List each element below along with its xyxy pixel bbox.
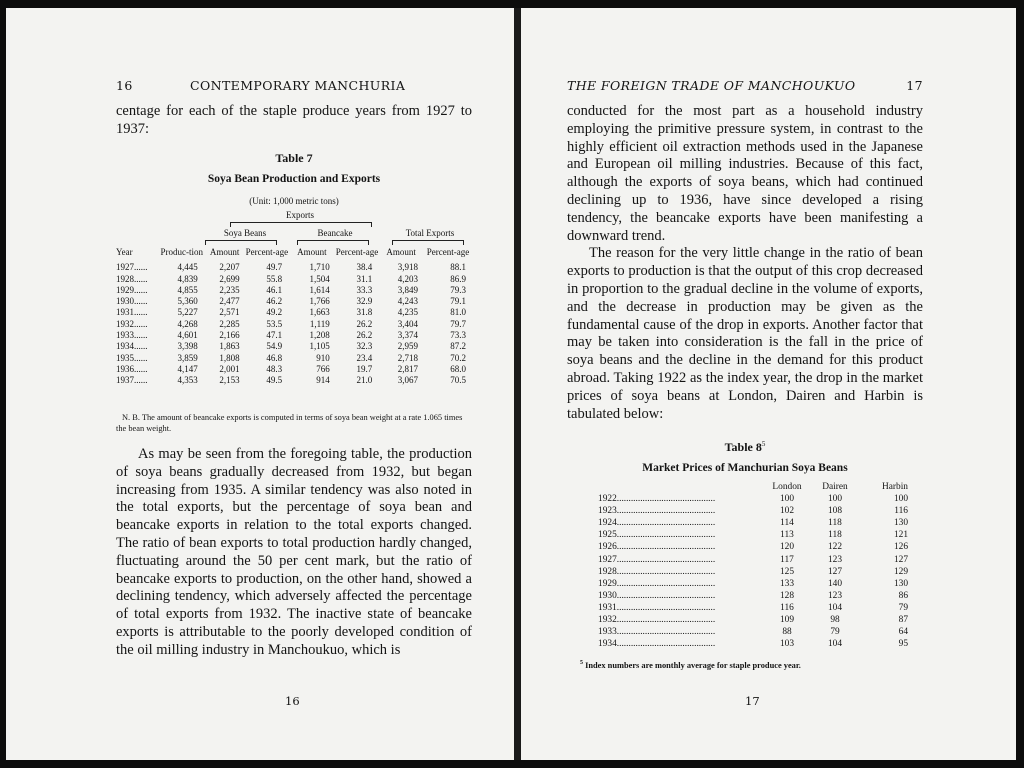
- table8-cell: 114: [780, 518, 794, 529]
- table8-cell: [598, 566, 762, 578]
- table7-cell: 2,153: [219, 375, 240, 386]
- col-beancake-percentage: Percent-age: [335, 247, 379, 257]
- table8-year: 1932: [598, 615, 617, 626]
- table7-cell: 26.2: [356, 318, 373, 329]
- table8-cell: 117: [780, 554, 794, 565]
- table7-cell: 3,918: [397, 262, 419, 273]
- table7-cell: 1928......: [116, 273, 148, 284]
- table7-row: [116, 364, 472, 375]
- table7-cell: 4,445: [177, 262, 198, 273]
- intro-paragraph: centage for each of the staple produce years from 1927 to 1937:: [116, 103, 472, 137]
- table8-cell: [598, 638, 762, 650]
- table7-cell: 88.1: [450, 262, 466, 273]
- table7-cell: 3,374: [397, 330, 419, 341]
- table7-row: [116, 262, 472, 273]
- table8-cell: 86: [898, 590, 908, 601]
- total-brace: [392, 240, 464, 245]
- left-running-header: [116, 78, 492, 93]
- table8-cell: 108: [827, 506, 843, 517]
- table8-cell: 79: [830, 627, 840, 638]
- table8-year: 1933: [598, 627, 617, 638]
- table7-unit: (Unit: 1,000 metric tons): [249, 196, 339, 206]
- table7-cell: 38.4: [356, 262, 373, 273]
- table7-cell: 1,119: [309, 318, 330, 329]
- right-body-text: [567, 103, 923, 423]
- table8-row: [598, 554, 908, 566]
- leader-dots: ..........................................: [616, 542, 716, 553]
- table8-cell: 95: [898, 639, 908, 650]
- right-header-title: THE FOREIGN TRADE OF MANCHOUKUO: [567, 78, 856, 93]
- table7-row: [116, 285, 472, 296]
- col-soya-percentage: Percent-age: [245, 247, 289, 257]
- table8-cell: 104: [827, 639, 843, 650]
- table7-header-row: [116, 247, 472, 258]
- table8-cell: 100: [827, 494, 843, 505]
- table8-cell: 130: [893, 518, 908, 529]
- leader-dots: ..........................................: [616, 639, 716, 650]
- table8-row: [598, 602, 908, 614]
- table7-cell: 1,766: [309, 296, 330, 307]
- table7-cell: 87.2: [450, 341, 466, 352]
- table8-cell: 121: [893, 530, 908, 541]
- table8-cell: 127: [893, 554, 908, 565]
- table7-cell: 4,268: [177, 318, 198, 329]
- table7-cell: 49.5: [266, 375, 283, 386]
- table8-footnote-ref: 5: [761, 440, 766, 448]
- table7-cell: 4,839: [177, 273, 198, 284]
- table8-header-row: [598, 481, 908, 493]
- table7-cell: 910: [316, 352, 330, 363]
- col-production: Produc-tion: [160, 247, 204, 257]
- right-running-header: [567, 78, 923, 93]
- table7-cell: 2,001: [219, 363, 240, 374]
- table8-body: [598, 493, 908, 650]
- table7-cell: 2,718: [397, 352, 419, 363]
- table7-cell: 68.0: [450, 363, 466, 374]
- table7-cell: 46.8: [266, 352, 283, 363]
- table8-cell: 127: [827, 566, 843, 577]
- table7-cell: 1936......: [116, 363, 148, 374]
- table7-cell: 2,285: [219, 318, 240, 329]
- book-gutter: [514, 8, 521, 760]
- table7: [116, 247, 472, 387]
- leader-dots: ..........................................: [616, 566, 716, 577]
- table7-cell: 5,360: [177, 296, 198, 307]
- table7-note: N. B. The amount of beancake exports is computed in terms of soya bean weight at a rate 1.065 times the bean weight.: [116, 413, 463, 433]
- table8-year: 1924: [598, 518, 617, 529]
- col-year: Year: [116, 247, 133, 257]
- table8-cell: 100: [779, 494, 795, 505]
- table8-cell: 103: [779, 639, 795, 650]
- table8-year: 1922: [598, 494, 617, 505]
- table7-cell: 1,208: [309, 330, 330, 341]
- table8-cell: 64: [898, 627, 908, 638]
- table7-cell: 1,663: [309, 307, 330, 318]
- table8-cell: 104: [827, 602, 843, 613]
- table8-row: [598, 590, 908, 602]
- table8-cell: 98: [830, 615, 840, 626]
- table8-cell: [598, 493, 762, 505]
- table8-cell: 126: [893, 542, 908, 553]
- table8-row: [598, 541, 908, 553]
- leader-dots: ..........................................: [616, 602, 716, 613]
- table8-cell: 120: [779, 542, 795, 553]
- table7-row: [116, 353, 472, 364]
- table8-cell: 100: [893, 494, 908, 505]
- table7-cell: 32.9: [356, 296, 373, 307]
- table7-cell: 49.7: [266, 262, 283, 273]
- exports-brace: [230, 222, 372, 227]
- table7-cell: 31.8: [356, 307, 373, 318]
- left-header-title: CONTEMPORARY MANCHURIA: [190, 78, 406, 93]
- leader-dots: ..........................................: [616, 615, 716, 626]
- table7-cell: 86.9: [450, 273, 466, 284]
- table8-cell: 118: [828, 530, 842, 541]
- table8-title: [567, 440, 923, 455]
- table8-cell: 79: [898, 602, 908, 613]
- table7-row: [116, 330, 472, 341]
- table8-year: 1930: [598, 590, 617, 601]
- table7-cell: 4,203: [397, 273, 419, 284]
- table7-cell: 4,243: [397, 296, 419, 307]
- leader-dots: ..........................................: [616, 494, 716, 505]
- table8-cell: 125: [779, 566, 795, 577]
- footnote-mark: 5: [580, 660, 583, 666]
- table8-cell: 116: [780, 602, 794, 613]
- table7-cell: 2,817: [397, 363, 419, 374]
- table7-cell: 31.1: [356, 273, 373, 284]
- leader-dots: ..........................................: [616, 627, 716, 638]
- table7-group-total: Total Exports: [405, 228, 455, 238]
- table8-cell: 116: [894, 506, 908, 517]
- table7-subtitle: Soya Bean Production and Exports: [207, 173, 381, 185]
- table7-cell: 2,235: [219, 284, 240, 295]
- table7-cell: 46.2: [266, 296, 283, 307]
- right-paragraph-1: conducted for the most part as a household industry employing the primitive pressure system, in contrast to the highly efficient oil extraction methods used in the Japanese and European oil milling industries. Because of this fact, although the exports of soya beans, which had continued declining up to 1936, have since developed a rising tendency, the beancake exports have been manifesting a downward trend.: [567, 103, 923, 244]
- table7-cell: 1,710: [309, 262, 330, 273]
- col-soya-amount: Amount: [209, 247, 240, 257]
- table8-row: [598, 493, 908, 505]
- table7-cell: 49.2: [266, 307, 283, 318]
- table8-cell: 123: [827, 554, 843, 565]
- right-header-page-number: 17: [906, 78, 923, 93]
- table8-cell: [598, 626, 762, 638]
- col-total-amount: Amount: [386, 247, 416, 257]
- table7-cell: 1929......: [116, 284, 148, 295]
- right-folio: 17: [745, 694, 760, 708]
- table7-cell: 26.2: [356, 330, 373, 341]
- table7-cell: 2,571: [219, 307, 240, 318]
- right-paragraph-2: The reason for the very little change in the ratio of bean exports to production is that the output of this crop decreased in proportion to the gradual decline in the volume of exports, and the decrease in production may be given as the fundamental cause of the drop in exports. Another factor that may be taken into consideration is the fall in the price of soya beans and the decline in the demand for this product abroad. Taking 1922 as the index year, the drop in the market prices of soya beans at London, Dairen and Harbin is tabulated below:: [567, 245, 923, 422]
- table7-cell: 2,166: [219, 330, 240, 341]
- table8-cell: 88: [782, 627, 792, 638]
- table8-row: [598, 638, 908, 650]
- left-header-page-number: 16: [116, 78, 133, 93]
- table7-cell: 2,959: [397, 341, 419, 352]
- table8-cell: 133: [779, 578, 795, 589]
- table7-body: [116, 262, 472, 386]
- table7-cell: 21.0: [356, 375, 373, 386]
- table8-row: [598, 505, 908, 517]
- table7-cell: 1,105: [309, 341, 330, 352]
- table7-cell: 5,227: [177, 307, 198, 318]
- table8-cell: 109: [779, 615, 795, 626]
- beancake-brace: [297, 240, 369, 245]
- table8-cell: [598, 529, 762, 541]
- col-beancake-amount: Amount: [297, 247, 327, 257]
- table7-row: [116, 296, 472, 307]
- col-dairen: Dairen: [822, 482, 848, 492]
- table8-cell: [598, 554, 762, 566]
- table8-title-text: Table 8: [724, 440, 762, 454]
- table7-cell: 47.1: [266, 330, 283, 341]
- table7-cell: 55.8: [266, 273, 283, 284]
- table7-row: [116, 319, 472, 330]
- table7-cell: 2,477: [219, 296, 240, 307]
- table7-cell: 32.3: [356, 341, 373, 352]
- table8-row: [598, 614, 908, 626]
- table8-cell: 122: [827, 542, 843, 553]
- table8-year: 1925: [598, 530, 617, 541]
- table7-cell: 4,147: [177, 363, 198, 374]
- table7-title: Table 7: [275, 151, 313, 165]
- table8-cell: 128: [779, 590, 795, 601]
- table7-cell: 81.0: [450, 307, 466, 318]
- table7-cell: 23.4: [356, 352, 373, 363]
- table7-cell: 1,808: [219, 352, 240, 363]
- table8-year: 1926: [598, 542, 617, 553]
- table8-cell: [598, 578, 762, 590]
- leader-dots: ..........................................: [616, 554, 716, 565]
- table8-cell: 87: [898, 615, 908, 626]
- footnote-text: Index numbers are monthly average for staple produce year.: [585, 660, 801, 670]
- table8-year: 1927: [598, 554, 617, 565]
- table8-year: 1923: [598, 506, 617, 517]
- table7-row: [116, 375, 472, 386]
- table7-cell: 79.3: [450, 284, 466, 295]
- table7-cell: 33.3: [356, 284, 373, 295]
- left-intro-text: [116, 103, 472, 139]
- table7-cell: 3,849: [397, 284, 419, 295]
- table8-subtitle: Market Prices of Manchurian Soya Beans: [642, 462, 848, 474]
- table7-cell: 1,504: [309, 273, 330, 284]
- table7-cell: 1,863: [219, 341, 240, 352]
- leader-dots: ..........................................: [616, 590, 716, 601]
- table8-cell: [598, 517, 762, 529]
- col-london: London: [772, 482, 802, 492]
- table8: [598, 481, 908, 650]
- table7-group-beancake: Beancake: [317, 228, 353, 238]
- table7-cell: 4,855: [177, 284, 198, 295]
- table8-cell: [598, 505, 762, 517]
- leader-dots: ..........................................: [616, 518, 716, 529]
- table7-cell: 3,067: [397, 375, 419, 386]
- table8-row: [598, 529, 908, 541]
- table7-group-soya: Soya Beans: [223, 228, 267, 238]
- table7-cell: 1930......: [116, 296, 148, 307]
- table8-cell: 123: [827, 590, 843, 601]
- table7-cell: 3,404: [397, 318, 419, 329]
- table7-group-exports: Exports: [286, 210, 314, 220]
- table7-cell: 2,699: [219, 273, 240, 284]
- table8-cell: [598, 602, 762, 614]
- table7-cell: 4,601: [177, 330, 198, 341]
- table8-cell: 130: [893, 578, 908, 589]
- table7-cell: 4,353: [177, 375, 198, 386]
- table7-cell: 1932......: [116, 318, 148, 329]
- table8-year: 1928: [598, 566, 617, 577]
- table8-year: 1929: [598, 578, 617, 589]
- left-folio: 16: [285, 694, 300, 708]
- table7-cell: 2,207: [219, 262, 240, 273]
- table7-cell: 1,614: [309, 284, 330, 295]
- table7-cell: 48.3: [266, 363, 283, 374]
- table7-cell: 3,398: [177, 341, 198, 352]
- table7-cell: 79.1: [450, 296, 466, 307]
- table8-row: [598, 517, 908, 529]
- leader-dots: ..........................................: [616, 506, 716, 517]
- table8-cell: 140: [827, 578, 843, 589]
- col-total-percentage: Percent-age: [426, 247, 470, 257]
- table7-cell: 1933......: [116, 330, 148, 341]
- table8-cell: [598, 541, 762, 553]
- table8-cell: [598, 614, 762, 626]
- table8-cell: 102: [779, 506, 795, 517]
- table7-cell: 4,235: [397, 307, 419, 318]
- table7-cell: 73.3: [450, 330, 466, 341]
- table7-cell: 1935......: [116, 352, 148, 363]
- left-body-text: [116, 446, 472, 660]
- table7-cell: 3,859: [177, 352, 198, 363]
- table8-cell: 113: [780, 530, 794, 541]
- table8-cell: 129: [893, 566, 908, 577]
- table7-cell: 53.5: [266, 318, 283, 329]
- table7-cell: 70.2: [450, 352, 466, 363]
- table7-cell: 1927......: [116, 262, 148, 273]
- leader-dots: ..........................................: [616, 530, 716, 541]
- table8-row: [598, 626, 908, 638]
- body-paragraph: As may be seen from the foregoing table, the production of soya beans gradually decreased from 1932, but began increasing from 1935. A similar tendency was also noted in the total exports, but the percentage of soya bean and beancake exports in relation to the total exports changed. The ratio of bean exports to total production hardly changed, fluctuating around the 50 per cent mark, but the ratio of beancake exports to production, on the other hand, showed a declining tendency, which adversely affected the percentage of total exports from 1932. The inactive state of beancake exports is attributable to the poorly developed condition of the oil milling industry in Manchoukuo, which is: [116, 446, 472, 658]
- table7-cell: 1934......: [116, 341, 148, 352]
- table8-year: 1934: [598, 639, 617, 650]
- table7-cell: 79.7: [450, 318, 466, 329]
- table8-cell: [598, 590, 762, 602]
- table7-cell: 19.7: [356, 363, 373, 374]
- table7-row: [116, 307, 472, 318]
- table7-cell: 70.5: [450, 375, 466, 386]
- soya-brace: [205, 240, 277, 245]
- table7-cell: 914: [316, 375, 330, 386]
- table7-row: [116, 274, 472, 285]
- table8-row: [598, 566, 908, 578]
- table8-cell: 118: [828, 518, 842, 529]
- col-harbin: Harbin: [881, 482, 908, 492]
- table8-year: 1931: [598, 602, 617, 613]
- table7-cell: 46.1: [266, 284, 283, 295]
- table7-cell: 766: [316, 363, 330, 374]
- leader-dots: ..........................................: [616, 578, 716, 589]
- table7-cell: 1931......: [116, 307, 148, 318]
- table7-cell: 1937......: [116, 375, 148, 386]
- table7-row: [116, 341, 472, 352]
- table8-row: [598, 578, 908, 590]
- table8-footnote: [580, 658, 920, 671]
- table7-cell: 54.9: [266, 341, 283, 352]
